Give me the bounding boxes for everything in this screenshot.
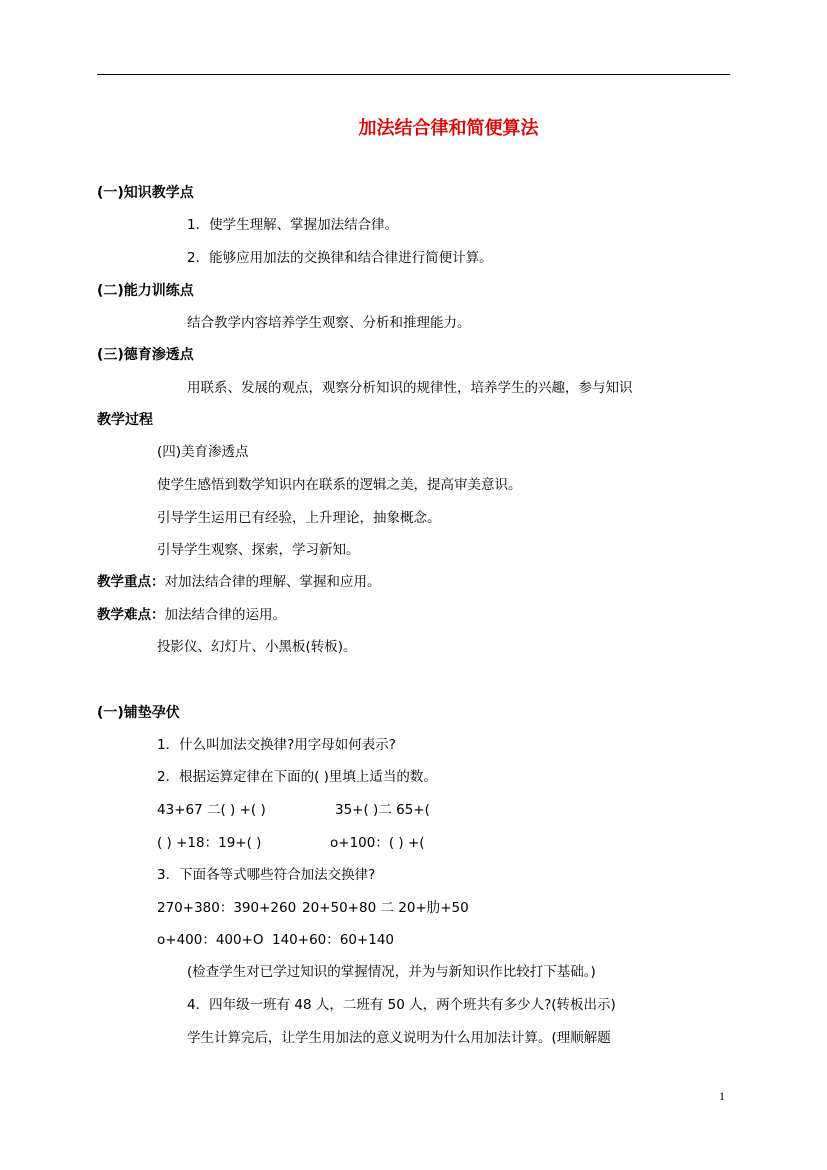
- equation-1b: 35+( )二 65+(: [335, 802, 430, 818]
- aesthetic-text-3: 引导学生观察、探索，学习新知。: [157, 542, 360, 558]
- knowledge-item-1: 1．使学生理解、掌握加法结合律。: [187, 217, 399, 233]
- question-1: 1．什么叫加法交换律?用字母如何表示?: [157, 737, 396, 753]
- moral-text: 用联系、发展的观点，观察分析知识的规律性，培养学生的兴趣，参与知识: [187, 380, 633, 396]
- section-heading-knowledge: (一)知识教学点: [97, 185, 194, 201]
- knowledge-item-2: 2．能够应用加法的交换律和结合律进行简便计算。: [187, 250, 493, 266]
- question-2: 2．根据运算定律在下面的( )里填上适当的数。: [157, 769, 437, 785]
- teacher-note: (检查学生对已学过知识的掌握情况，并为与新知识作比较打下基础。): [187, 964, 596, 980]
- ability-text: 结合教学内容培养学生观察、分析和推理能力。: [187, 315, 471, 331]
- teaching-process-heading: 教学过程: [97, 412, 153, 428]
- difficulty-point: [97, 607, 286, 623]
- difficulty-text: 加法结合律的运用。: [164, 607, 286, 623]
- aesthetic-text-1: 使学生感悟到数学知识内在联系的逻辑之美，提高审美意识。: [157, 477, 522, 493]
- key-point-label: 教学重点：: [97, 574, 165, 590]
- difficulty-label: 教学难点：: [97, 607, 165, 623]
- equation-4a: o+400：400+O: [157, 932, 264, 948]
- document-title: 加法结合律和简便算法: [358, 118, 539, 139]
- equation-2a: ( ) +18：19+( ): [157, 835, 262, 851]
- page-number: 1: [719, 1089, 725, 1103]
- aesthetic-heading: (四)美育渗透点: [157, 444, 249, 460]
- equation-3a: 270+380：390+260: [157, 900, 297, 916]
- key-point-text: 对加法结合律的理解、掌握和应用。: [164, 574, 381, 590]
- aesthetic-text-2: 引导学生运用已有经验，上升理论，抽象概念。: [157, 510, 441, 526]
- key-point: [97, 574, 381, 590]
- question-4: 4．四年级一班有 48 人，二班有 50 人，两个班共有多少人?(转板出示): [187, 997, 616, 1013]
- equation-4b: 140+60：60+140: [272, 932, 395, 948]
- section-heading-moral: (三)德育渗透点: [97, 347, 194, 363]
- section-heading-prep: (一)铺垫孕伏: [97, 705, 180, 721]
- section-heading-ability: (二)能力训练点: [97, 283, 194, 299]
- equation-2b: o+100：( ) +(: [330, 835, 425, 851]
- header-rule: [97, 74, 730, 75]
- equation-3b: 20+50+80 二 20+肋+50: [302, 900, 469, 916]
- question-4-follow: 学生计算完后，让学生用加法的意义说明为什么用加法计算。(理顺解题: [187, 1030, 611, 1046]
- question-3: 3．下面各等式哪些符合加法交换律?: [157, 867, 376, 883]
- teaching-tools: 投影仪、幻灯片、小黑板(转板)。: [157, 639, 357, 655]
- equation-1a: 43+67 二( ) +( ): [157, 802, 266, 818]
